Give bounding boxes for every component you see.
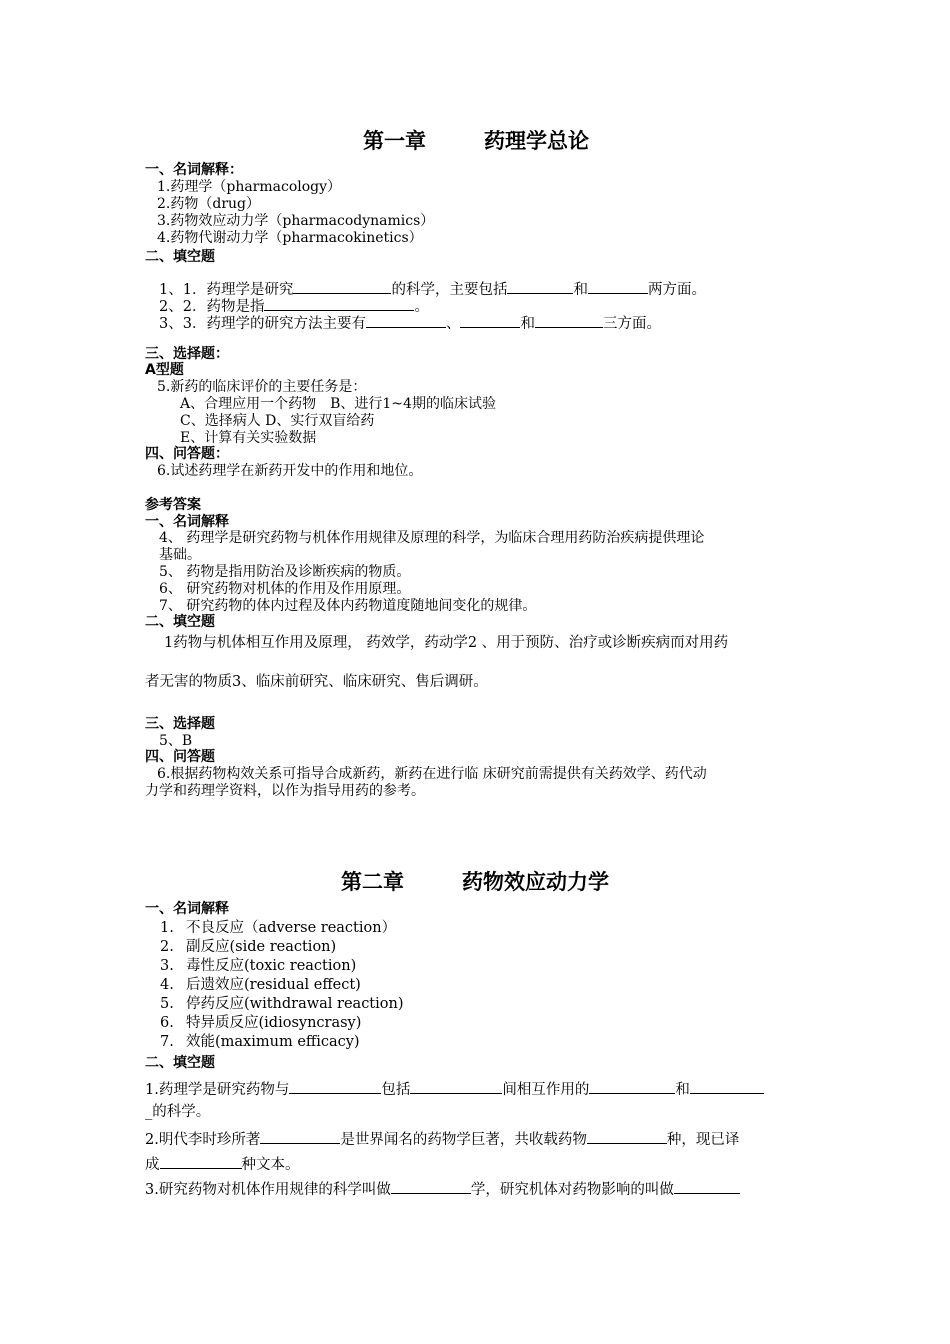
ch2-term-1-text: 不良反应（adverse reaction） — [186, 920, 397, 936]
ch2-term-6 — [160, 1015, 361, 1031]
ch1-fill-1-blank-2[interactable] — [507, 279, 573, 294]
answer-6: 6、 研究药物对机体的作用及作用原理。 — [159, 581, 411, 597]
ch2-term-1 — [160, 920, 396, 936]
ch1-term-3: 3.药物效应动力学（pharmacodynamics） — [157, 213, 435, 229]
ch2-fill-2-cont — [145, 1154, 300, 1174]
answer-choice-5: 5、B — [159, 733, 193, 749]
ch2-term-3-number: 3. — [160, 958, 174, 974]
answers-qa-heading: 四、问答题 — [145, 749, 215, 765]
ch1-fill-1-blank-3[interactable] — [588, 279, 648, 294]
ch2-fill-1-cont: _的科学。 — [145, 1104, 211, 1120]
ch2-fill-3-text-a: 3.研究药物对机体作用规律的科学叫做 — [145, 1182, 391, 1198]
ch1-section-qa-heading: 四、问答题： — [145, 446, 229, 462]
ch1-fill-3 — [159, 313, 661, 333]
answer-4-cont: 基础。 — [159, 547, 201, 563]
ch1-section-terms-heading: 一、名词解释： — [145, 162, 243, 178]
ch2-fill-2 — [145, 1129, 739, 1149]
ch1-fill-3-text-b: 、 — [445, 316, 461, 332]
answer-qa-line-2: 力学和药理学资料，以作为指导用药的参考。 — [145, 783, 425, 799]
answer-fill-line-1: 1药物与机体相互作用及原理， 药效学，药动学2 、用于预防、治疗或诊断疾病而对用药 — [164, 635, 729, 651]
ch1-q5-options-2: C、选择病人 D、实行双盲给药 — [180, 413, 375, 429]
ch2-fill-1-blank-4[interactable] — [690, 1079, 764, 1094]
ch2-fill-2-blank-2[interactable] — [587, 1129, 667, 1144]
ch1-fill-3-text-d: 三方面。 — [602, 316, 661, 332]
answers-choice-heading: 三、选择题 — [145, 716, 215, 732]
ch2-term-5-number: 5. — [160, 996, 174, 1012]
chapter1-number: 第一章 — [363, 129, 426, 153]
ch1-fill-1-text-b: 的科学，主要包括 — [391, 282, 508, 298]
ch1-term-1: 1.药理学（pharmacology） — [157, 179, 342, 195]
ch2-fill-1-text-d: 和 — [675, 1082, 690, 1098]
ch1-fill-3-blank-3[interactable] — [535, 313, 603, 328]
ch2-term-4-text: 后遗效应(residual effect) — [186, 977, 361, 993]
ch1-fill-1-text-c: 和 — [573, 282, 588, 298]
answer-4: 4、 药理学是研究药物与机体作用规律及原理的科学，为临床合理用药防治疾病提供理论 — [159, 530, 705, 546]
ch1-fill-3-blank-1[interactable] — [366, 313, 446, 328]
ch2-term-6-number: 6. — [160, 1015, 174, 1031]
ch1-fill-2-text-b: 。 — [414, 299, 429, 315]
ch2-section-terms-heading: 一、名词解释 — [145, 901, 229, 917]
ch1-fill-2-text-a: 2、2．药物是指 — [159, 299, 265, 315]
answers-heading: 参考答案 — [145, 497, 201, 513]
ch1-question-5: 5.新药的临床评价的主要任务是： — [157, 379, 367, 395]
answers-terms-heading: 一、名词解释 — [145, 514, 229, 530]
ch2-fill-1 — [145, 1079, 764, 1099]
ch1-section-choice-heading: 三、选择题： — [145, 346, 229, 362]
ch2-term-1-number: 1. — [160, 920, 174, 936]
ch2-term-4-number: 4. — [160, 977, 174, 993]
ch2-section-fill-heading: 二、填空题 — [145, 1055, 215, 1071]
ch1-choice-type-a: A型题 — [145, 362, 184, 378]
ch1-fill-1-text-d: 两方面。 — [647, 282, 706, 298]
answer-7: 7、 研究药物的体内过程及体内药物道度随地间变化的规律。 — [159, 598, 537, 614]
ch2-term-2-number: 2. — [160, 939, 174, 955]
answer-fill-line-2: 者无害的物质3、临床前研究、临床研究、售后调研。 — [145, 674, 488, 690]
ch2-term-2-text: 副反应(side reaction) — [186, 939, 337, 955]
ch2-fill-3-blank-1[interactable] — [391, 1179, 471, 1194]
ch2-fill-2-text-a: 2.明代李时珍所著 — [145, 1132, 261, 1148]
ch1-fill-1-blank-1[interactable] — [293, 279, 391, 294]
ch2-fill-2-text-b: 是世界闻名的药物学巨著，共收载药物 — [340, 1132, 587, 1148]
ch2-fill-1-text-a: 1.药理学是研究药物与 — [145, 1082, 290, 1098]
ch1-question-6: 6.试述药理学在新药开发中的作用和地位。 — [157, 463, 423, 479]
ch2-fill-2-text-c: 种，现已译 — [666, 1132, 740, 1148]
ch2-fill-1-blank-1[interactable] — [289, 1079, 381, 1094]
ch2-fill-3-blank-2[interactable] — [674, 1179, 740, 1194]
ch1-fill-2-blank-1[interactable] — [264, 296, 414, 311]
answers-fill-heading: 二、填空题 — [145, 614, 215, 630]
ch2-term-7 — [160, 1034, 360, 1050]
ch1-fill-3-text-a: 3、3．药理学的研究方法主要有 — [159, 316, 366, 332]
chapter2-number: 第二章 — [341, 870, 404, 894]
answer-qa-line-1: 6.根据药物构效关系可指导合成新药，新药在进行临 床研究前需提供有关药效学、药代动 — [157, 766, 707, 782]
ch1-fill-3-blank-2[interactable] — [460, 313, 520, 328]
ch2-term-4 — [160, 977, 361, 993]
chapter1-name: 药理学总论 — [484, 129, 589, 153]
ch2-fill-2-blank-1[interactable] — [260, 1129, 340, 1144]
ch2-term-6-text: 特异质反应(idiosyncrasy) — [186, 1015, 362, 1031]
ch2-fill-1-text-c: 间相互作用的 — [502, 1082, 590, 1098]
answer-5: 5、 药物是指用防治及诊断疾病的物质。 — [159, 564, 411, 580]
ch1-term-2: 2.药物（drug） — [157, 196, 260, 212]
ch2-fill-1-blank-2[interactable] — [410, 1079, 502, 1094]
ch2-term-5 — [160, 996, 404, 1012]
ch2-term-2 — [160, 939, 336, 955]
ch2-term-3 — [160, 958, 356, 974]
ch2-term-5-text: 停药反应(withdrawal reaction) — [186, 996, 404, 1012]
chapter2-name: 药物效应动力学 — [462, 870, 609, 894]
ch1-section-fill-heading: 二、填空题 — [145, 249, 215, 265]
ch2-fill-3-text-b: 学，研究机体对药物影响的叫做 — [470, 1182, 674, 1198]
ch1-q5-options-3: E、计算有关实验数据 — [180, 430, 317, 446]
ch1-q5-options-1: A、合理应用一个药物 B、进行1~4期的临床试验 — [180, 396, 496, 412]
ch2-fill-1-text-b: 包括 — [381, 1082, 411, 1098]
chapter2-title — [341, 866, 609, 896]
ch1-fill-1-text-a: 1、1．药理学是研究 — [159, 282, 294, 298]
ch1-fill-3-text-c: 和 — [520, 316, 535, 332]
ch2-term-3-text: 毒性反应(toxic reaction) — [186, 958, 357, 974]
ch2-fill-2-blank-3[interactable] — [160, 1154, 242, 1169]
ch2-fill-3 — [145, 1179, 740, 1199]
chapter1-title — [363, 125, 589, 155]
ch2-term-7-text: 效能(maximum efficacy) — [186, 1034, 360, 1050]
ch2-fill-2-text-d: 成 — [145, 1157, 160, 1173]
ch2-fill-2-text-e: 种文本。 — [241, 1157, 300, 1173]
ch1-term-4: 4.药物代谢动力学（pharmacokinetics） — [157, 230, 423, 246]
ch2-fill-1-blank-3[interactable] — [589, 1079, 675, 1094]
ch2-term-7-number: 7. — [160, 1034, 174, 1050]
